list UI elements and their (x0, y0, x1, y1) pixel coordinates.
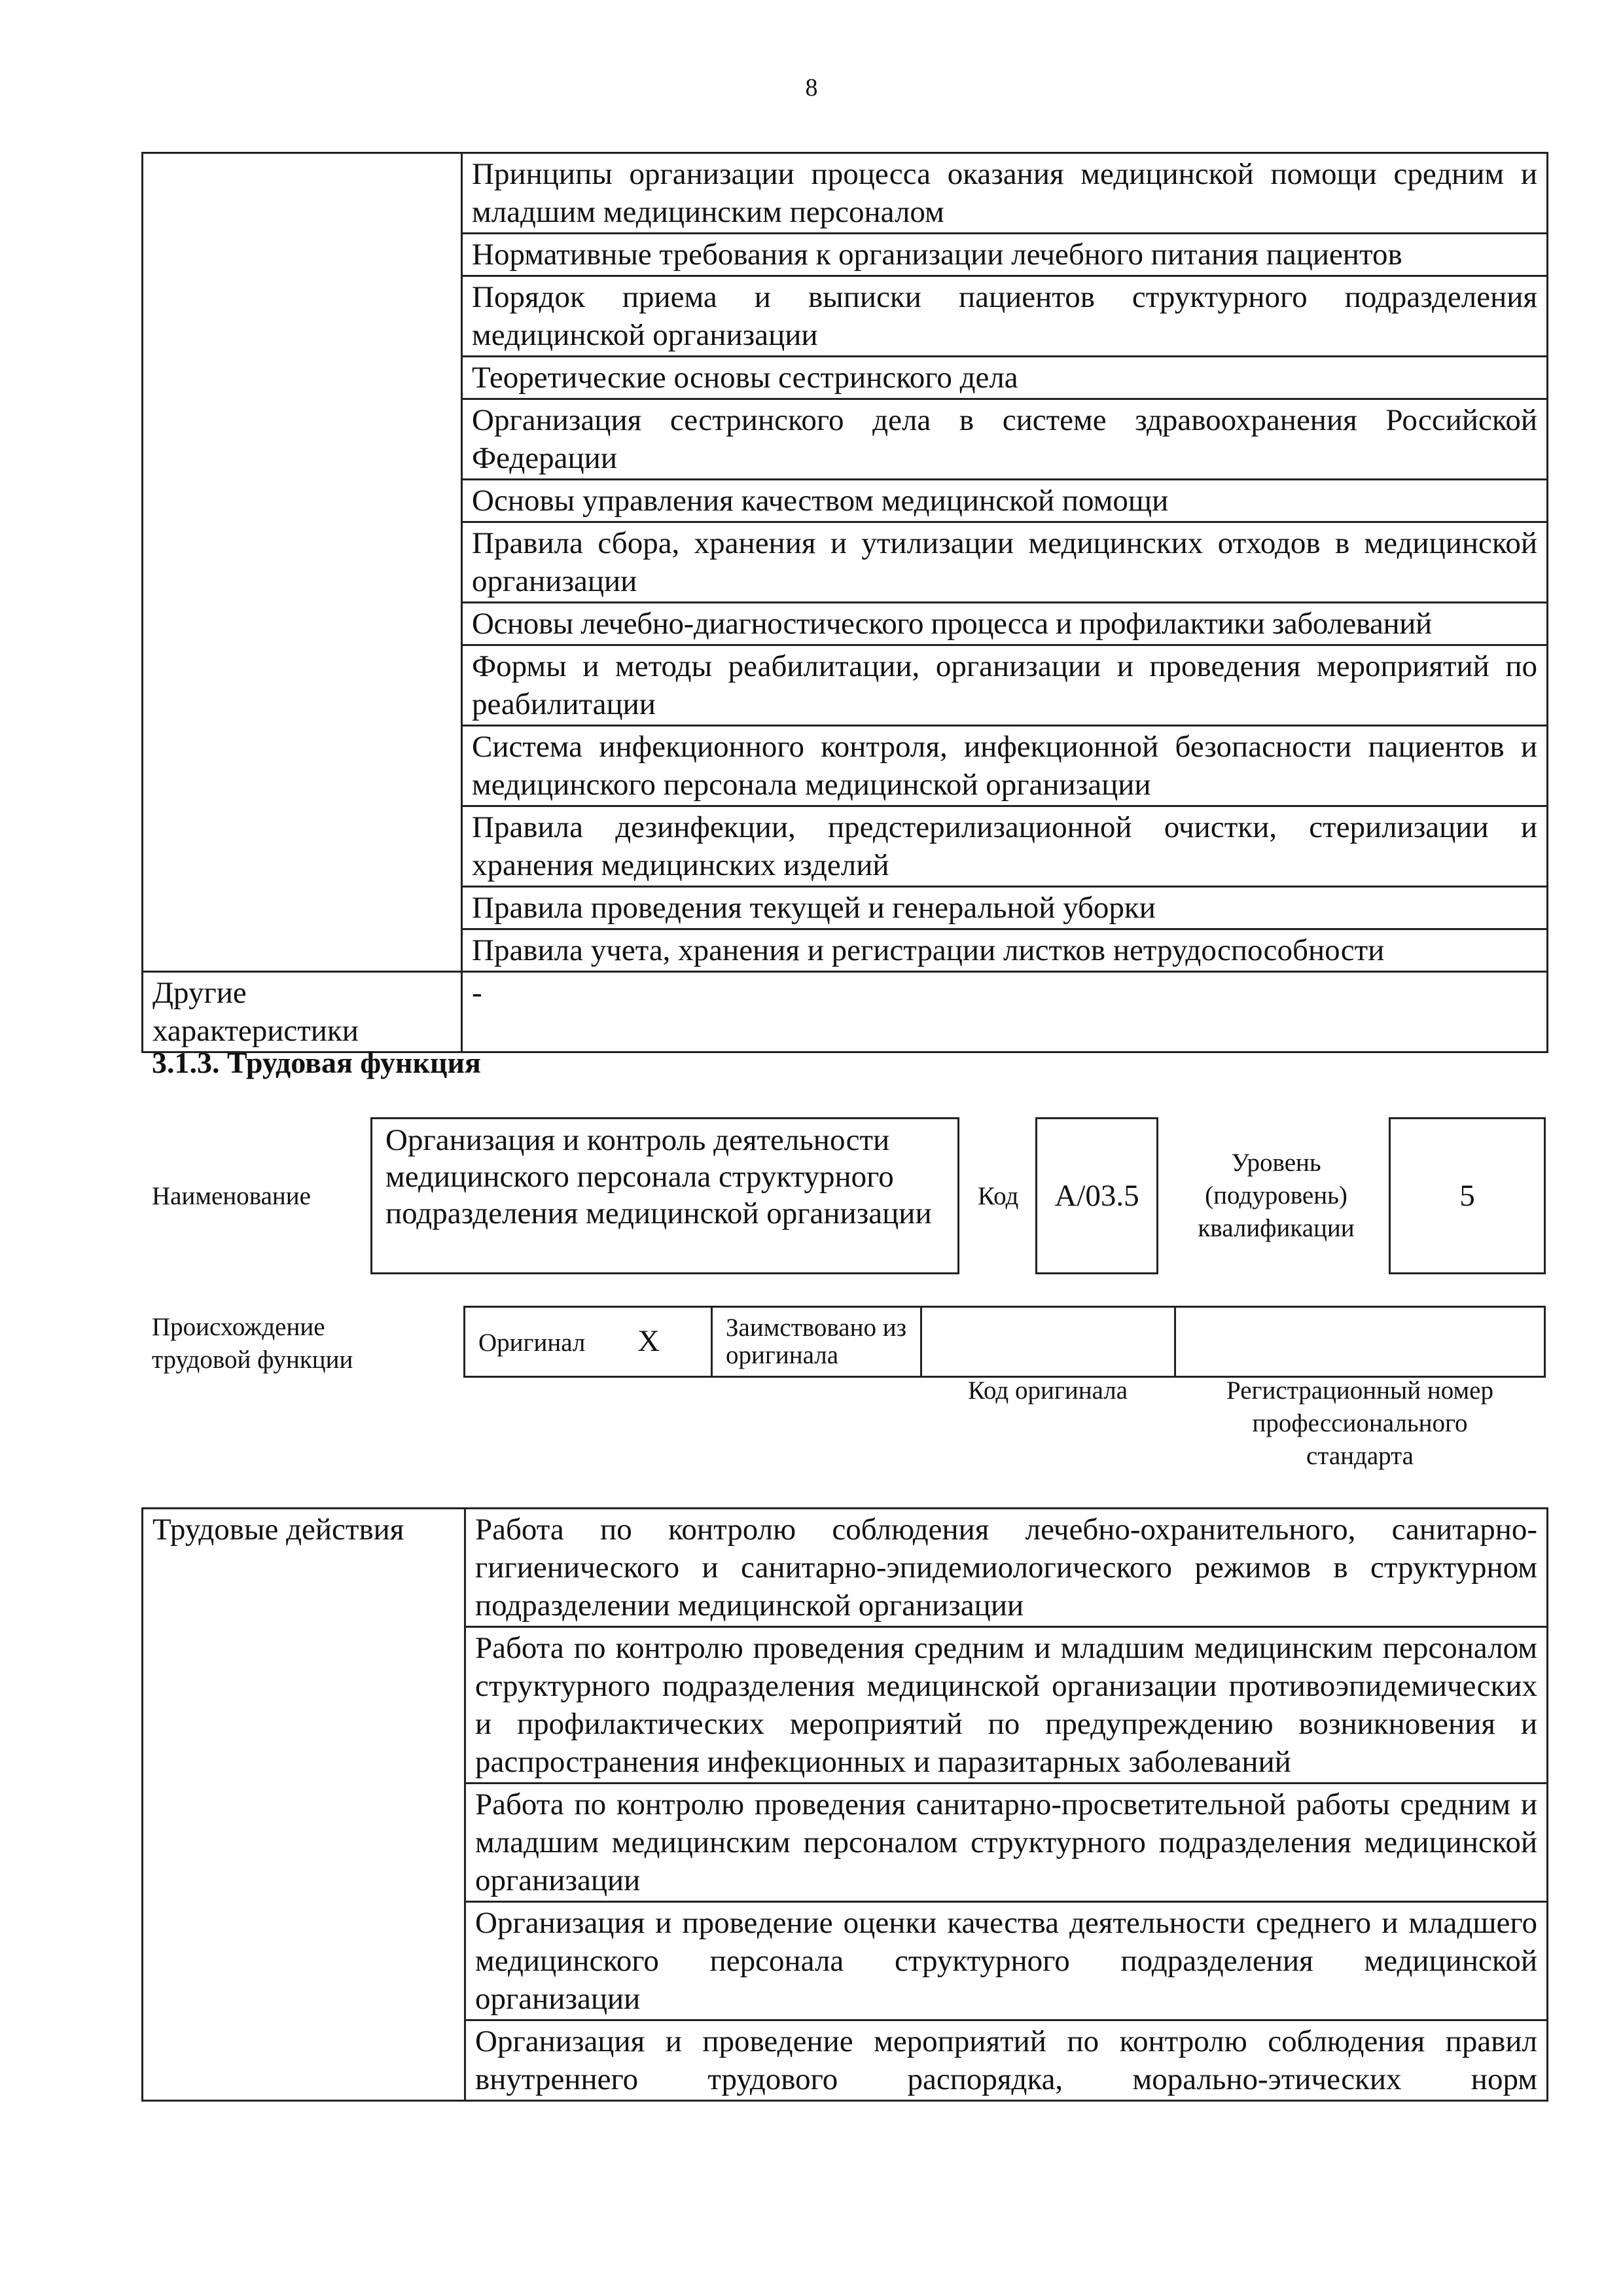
original-mark: X (637, 1323, 660, 1358)
knowledge-item: Нормативные требования к организации лечебного питания пациентов (462, 234, 1548, 276)
code-label: Код (978, 1182, 1019, 1210)
borrowed-label: Заимствовано из оригинала (712, 1307, 921, 1377)
section-heading: 3.1.3. Трудовая функция (152, 1046, 481, 1079)
action-item: Организация и проведение мероприятий по контролю соблюдения правил внутреннего трудового распорядка, морально-этических норм (465, 2020, 1548, 2101)
knowledge-item: Система инфекционного контроля, инфекционной безопасности пациентов и медицинского персонала медицинской организации (462, 726, 1548, 806)
original-label: Оригинал (478, 1328, 586, 1357)
reg-number-cell (1175, 1307, 1545, 1377)
reg-number-caption: Регистрационный номер профессионального стандарта (1226, 1376, 1493, 1470)
level-label: Уровень (подуровень) квалификации (1198, 1149, 1355, 1242)
table-row (143, 1509, 1548, 1627)
action-item: Организация и проведение оценки качества деятельности среднего и младшего медицинского персонала структурного подразделения медицинской организации (465, 1902, 1548, 2020)
function-name-box (370, 1117, 959, 1274)
knowledge-item: Теоретические основы сестринского дела (462, 357, 1548, 399)
actions-label: Трудовые действия (143, 1509, 465, 2101)
knowledge-item: Основы управления качеством медицинской помощи (462, 480, 1548, 522)
table-row (143, 972, 1548, 1052)
table-row (143, 153, 1548, 234)
knowledge-item: Порядок приема и выписки пациентов структурного подразделения медицинской организации (462, 276, 1548, 357)
actions-table (141, 1507, 1548, 2102)
action-item: Работа по контролю соблюдения лечебно-охранительного, санитарно-гигиенического и санитарно-эпидемиологического режимов в структурном подразделении медицинской организации (465, 1509, 1548, 1627)
knowledge-item: Формы и методы реабилитации, организации и проведения мероприятий по реабилитации (462, 645, 1548, 726)
knowledge-item: Правила учета, хранения и регистрации листков нетрудоспособности (462, 929, 1548, 972)
knowledge-item: Организация сестринского дела в системе здравоохранения Российской Федерации (462, 399, 1548, 480)
code-original-caption: Код оригинала (967, 1376, 1128, 1405)
other-characteristics-value: - (462, 972, 1548, 1052)
code-box (1035, 1117, 1158, 1274)
original-cell (465, 1307, 712, 1377)
origin-label: Происхождение трудовой функции (152, 1313, 353, 1374)
level-value: 5 (1459, 1179, 1475, 1213)
code-value: А/03.5 (1054, 1179, 1139, 1213)
knowledge-item: Правила дезинфекции, предстерилизационной очистки, стерилизации и хранения медицинских изделий (462, 806, 1548, 887)
knowledge-item: Правила сбора, хранения и утилизации медицинских отходов в медицинской организации (462, 522, 1548, 603)
knowledge-item: Основы лечебно-диагностического процесса и профилактики заболеваний (462, 603, 1548, 645)
knowledge-item: Правила проведения текущей и генеральной уборки (462, 887, 1548, 929)
function-name: Организация и контроль деятельности медицинского персонала структурного подразделения медицинской организации (385, 1123, 932, 1230)
table-row (465, 1307, 1545, 1377)
level-box (1389, 1117, 1546, 1274)
action-item: Работа по контролю проведения средним и младшим медицинским персоналом структурного подразделения медицинской организации противоэпидемических и профилактических мероприятий по предупреждению возникновения и распространения инфекционных и паразитарных заболеваний (465, 1627, 1548, 1784)
name-label: Наименование (152, 1182, 311, 1210)
knowledge-item: Принципы организации процесса оказания медицинской помощи средним и младшим медицинским персоналом (462, 153, 1548, 234)
page-number: 8 (805, 74, 818, 101)
origin-table (463, 1306, 1546, 1378)
empty-left-cell (143, 153, 462, 972)
original-code-cell (921, 1307, 1175, 1377)
action-item: Работа по контролю проведения санитарно-просветительной работы средним и младшим медицинским персоналом структурного подразделения медицинской организации (465, 1784, 1548, 1902)
other-characteristics-label: Другие характеристики (143, 972, 462, 1052)
knowledge-table (141, 152, 1548, 1053)
